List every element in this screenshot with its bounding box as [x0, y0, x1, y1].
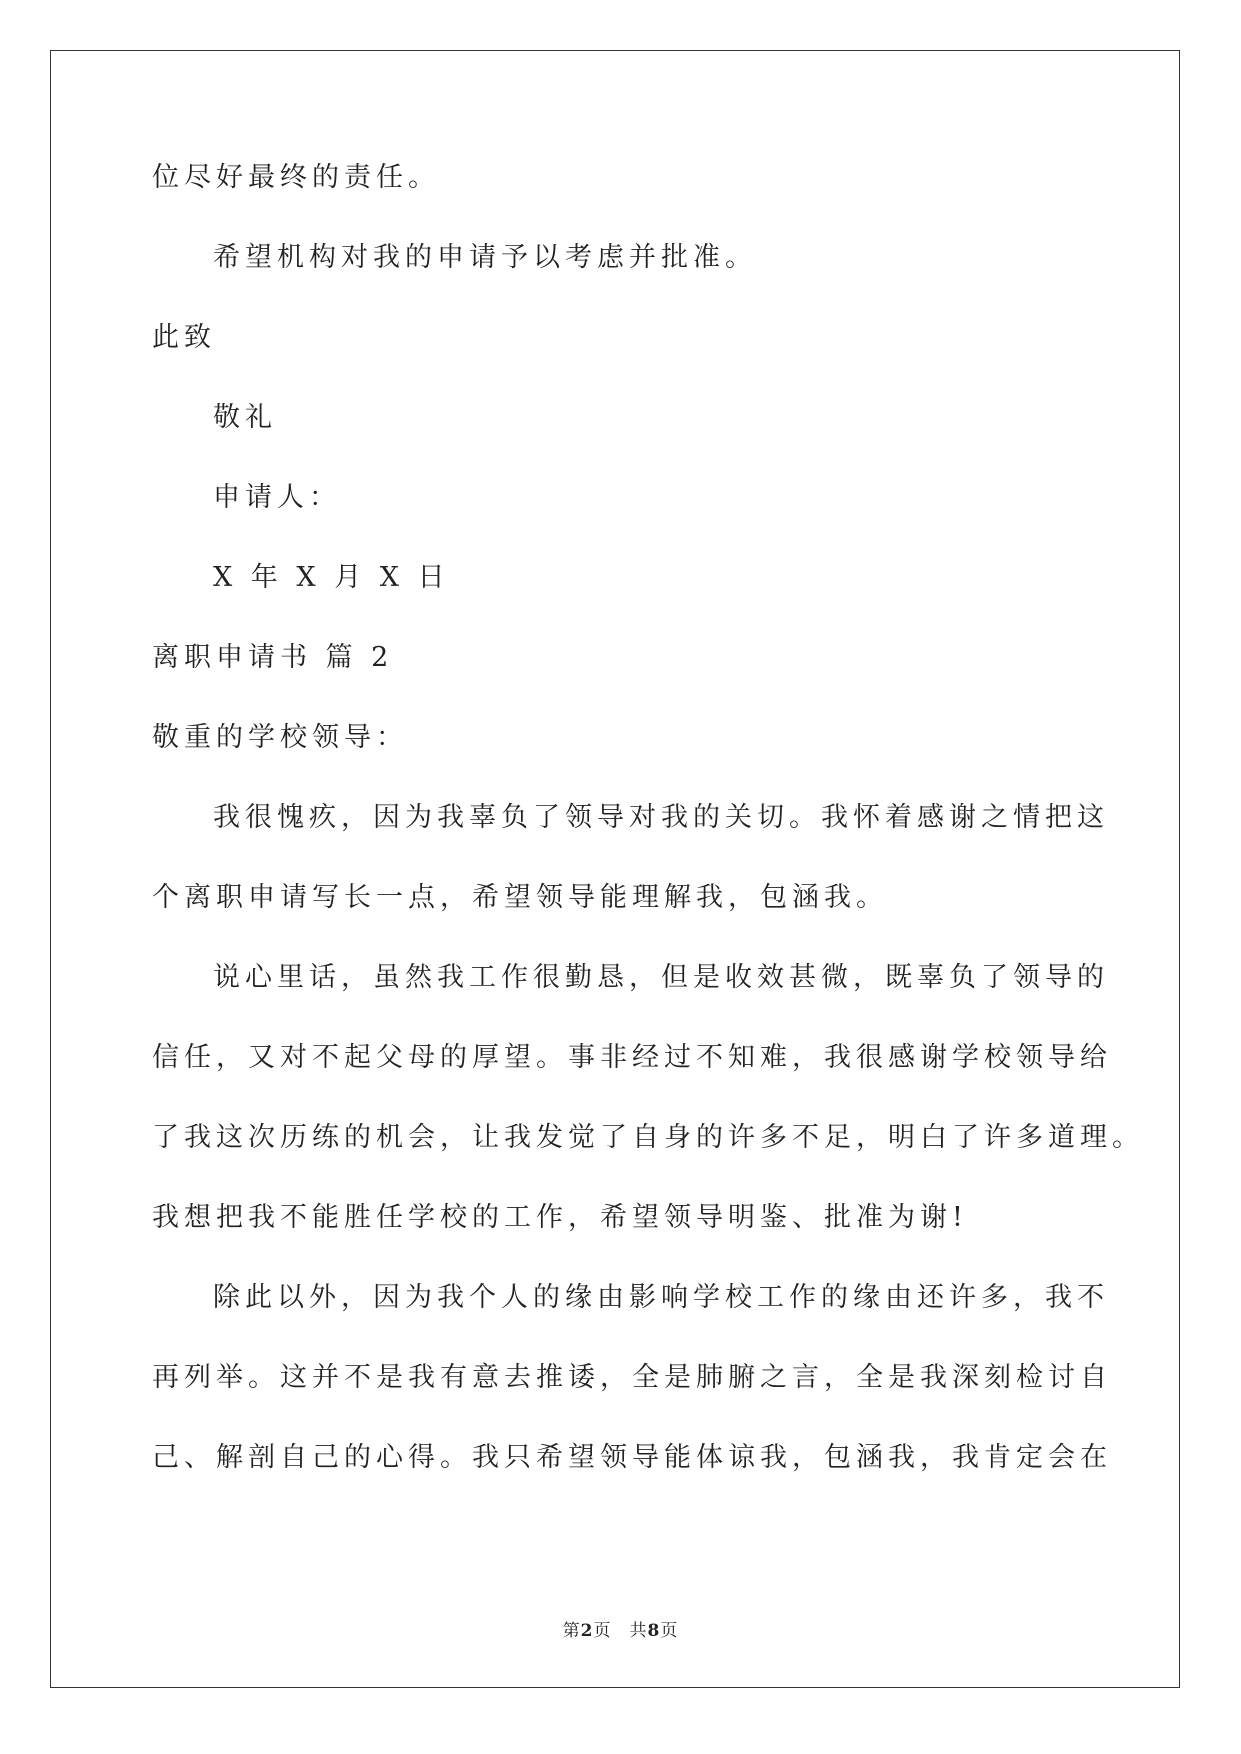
- page-suffix: 页: [660, 1621, 679, 1641]
- salutation-closing: 此致: [152, 322, 216, 353]
- date-line: X 年 X 月 X 日: [213, 562, 450, 593]
- text-line: 位尽好最终的责任。: [152, 162, 440, 193]
- page-mid: 页 共: [593, 1621, 648, 1641]
- page-prefix: 第: [562, 1621, 581, 1641]
- page-total: 8: [647, 1621, 661, 1641]
- text-line: 个离职申请写长一点，希望领导能理解我，包涵我。: [152, 882, 888, 913]
- text-line: 信任，又对不起父母的厚望。事非经过不知难，我很感谢学校领导给: [152, 1042, 1112, 1073]
- text-line: 除此以外，因为我个人的缘由影响学校工作的缘由还许多，我不: [213, 1282, 1109, 1313]
- page-footer: [0, 1616, 1241, 1641]
- text-line: 说心里话，虽然我工作很勤恳，但是收效甚微，既辜负了领导的: [213, 962, 1109, 993]
- section-heading: 离职申请书 篇 2: [152, 642, 394, 673]
- text-line: 我很愧疚，因为我辜负了领导对我的关切。我怀着感谢之情把这: [213, 802, 1109, 833]
- greeting: 敬重的学校领导：: [152, 722, 408, 753]
- text-line: 己、解剖自己的心得。我只希望领导能体谅我，包涵我，我肯定会在: [152, 1442, 1112, 1473]
- text-line: 我想把我不能胜任学校的工作，希望领导明鉴、批准为谢!: [152, 1202, 968, 1233]
- applicant-label: 申请人：: [213, 482, 341, 513]
- page-current: 2: [580, 1621, 594, 1641]
- text-line: 了我这次历练的机会，让我发觉了自身的许多不足，明白了许多道理。: [152, 1122, 1144, 1153]
- text-line: 希望机构对我的申请予以考虑并批准。: [213, 242, 757, 273]
- text-line: 再列举。这并不是我有意去推诿，全是肺腑之言，全是我深刻检讨自: [152, 1362, 1112, 1393]
- salutation-regards: 敬礼: [213, 402, 277, 433]
